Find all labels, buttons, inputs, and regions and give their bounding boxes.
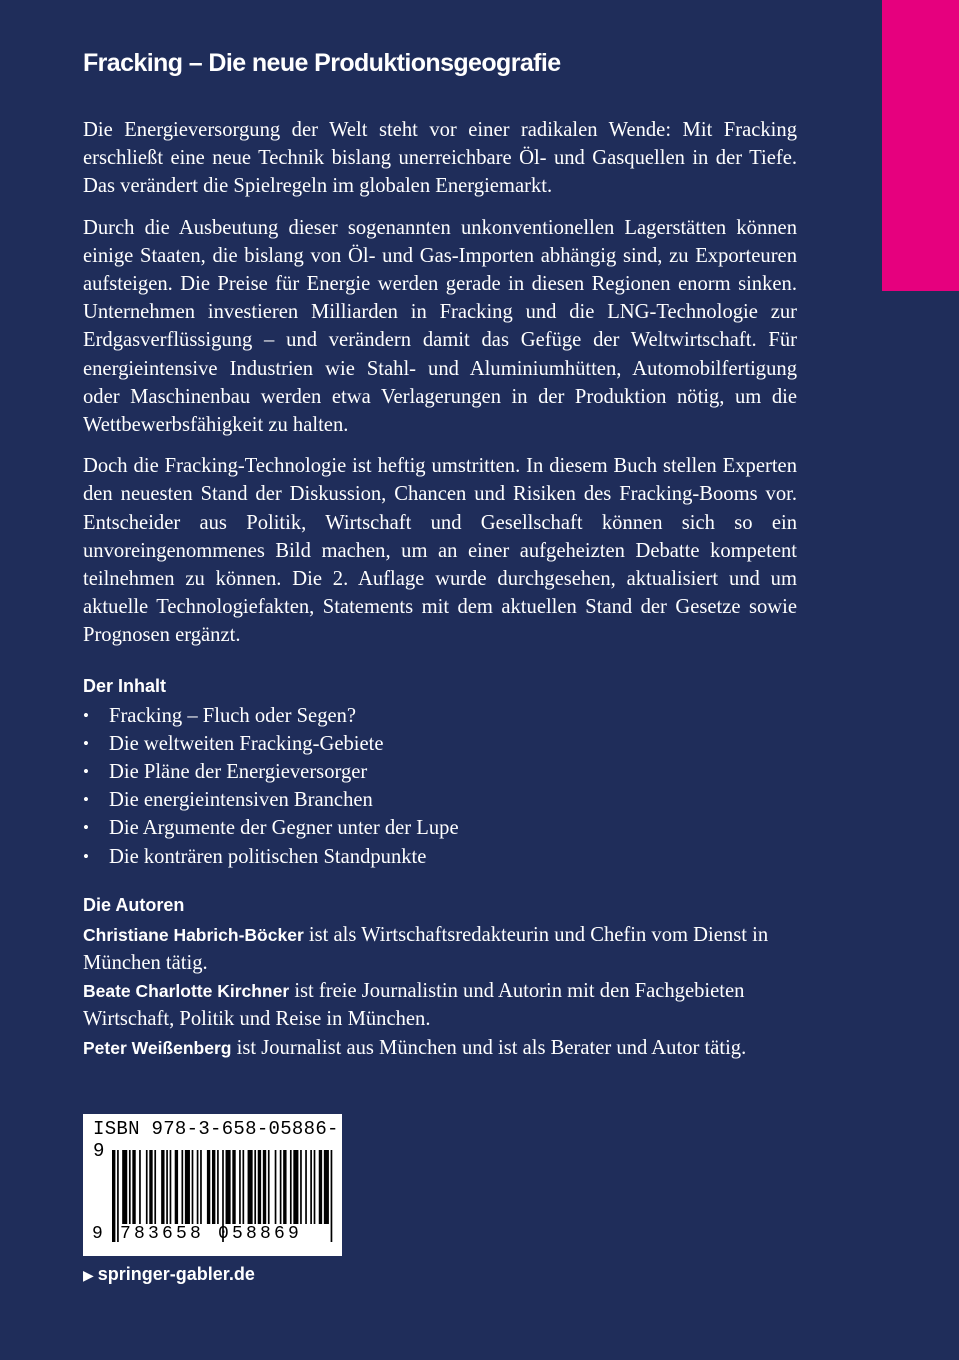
barcode-bar: [226, 1150, 231, 1224]
barcode-bar: [319, 1150, 322, 1224]
author-entry: [83, 921, 797, 977]
isbn-label: ISBN 978-3-658-05886-9: [93, 1118, 339, 1162]
barcode-bar: [207, 1150, 210, 1224]
authors-heading: Die Autoren: [83, 894, 185, 915]
barcode-bar: [154, 1150, 156, 1224]
barcode-bar: [212, 1150, 215, 1224]
accent-tab: [882, 0, 959, 291]
list-item: • Die energieintensiven Branchen: [83, 786, 797, 814]
barcode-bar: [132, 1150, 135, 1224]
barcode-bar: [300, 1150, 302, 1224]
page-title: Fracking – Die neue Produktionsgeografie: [83, 49, 561, 77]
barcode-bar: [146, 1150, 148, 1224]
list-item: • Die konträren politischen Standpunkte: [83, 843, 797, 871]
barcode-bar: [122, 1150, 127, 1224]
intro-paragraph: Die Energieversorgung der Welt steht vor einer radikalen Wende: Mit Fracking erschließt eine neue Technik bislang unerreichbare Öl- und Gasquellen in der Tiefe. Das verändert die Spielregeln im globalen Energiemarkt.: [83, 119, 797, 198]
barcode-bar: [242, 1150, 244, 1224]
barcode-bar: [290, 1150, 292, 1224]
barcode-bar: [139, 1150, 141, 1224]
barcode-bar: [310, 1150, 312, 1224]
barcode-bar: [239, 1150, 241, 1224]
barcode-bar: [254, 1150, 256, 1224]
arrow-right-icon: ▶: [83, 1267, 94, 1283]
barcode-bar: [275, 1150, 277, 1224]
barcode-bar: [232, 1150, 235, 1224]
barcode-bar: [181, 1150, 183, 1224]
barcode-bar: [185, 1150, 190, 1224]
author-name: Christiane Habrich-Böcker: [83, 924, 304, 945]
barcode-bar: [331, 1150, 333, 1242]
author-bio: ist freie Journalistin und Autorin mit den Fachgebieten Wirtschaft, Politik und Reise in München.: [83, 980, 745, 1031]
barcode-bar: [248, 1150, 253, 1224]
barcode-bar: [166, 1150, 168, 1224]
back-cover-text: [83, 44, 797, 1062]
author-bio: ist als Wirtschaftsredakteurin und Chefin vom Dienst in München tätig.: [83, 923, 769, 975]
author-name: Peter Weißenberg: [83, 1037, 232, 1058]
barcode-bar: [280, 1150, 282, 1224]
barcode-bar: [217, 1150, 219, 1224]
publisher-link[interactable]: [83, 1261, 255, 1288]
ean-number: 9 783658 058869: [92, 1224, 303, 1244]
list-item: • Fracking – Fluch oder Segen?: [83, 702, 797, 730]
list-item: • Die Argumente der Gegner unter der Lupe: [83, 814, 797, 842]
barcode-bar: [305, 1150, 307, 1224]
list-item: • Die weltweiten Fracking-Gebiete: [83, 730, 797, 758]
barcode-bar: [192, 1150, 194, 1224]
author-bio: ist Journalist aus München und ist als Berater und Autor tätig.: [231, 1036, 747, 1059]
barcode-bar: [314, 1150, 316, 1224]
contents-list: [83, 702, 797, 871]
author-name: Beate Charlotte Kirchner: [83, 981, 290, 1002]
barcode-bar: [293, 1150, 298, 1224]
publisher-url: springer-gabler.de: [97, 1264, 255, 1284]
list-item: • Die Pläne der Energieversorger: [83, 758, 797, 786]
author-entry: [83, 977, 797, 1033]
barcode-bar: [129, 1150, 131, 1224]
body-paragraph: Doch die Fracking-Technologie ist heftig umstritten. In diesem Buch stellen Experten den neuesten Stand der Diskussion, Chancen und Risiken des Fracking-Booms vor. Entscheider aus Politik, Wirtschaft und Gesellschaft können sich so ein unvoreingenommenes Bild machen, um an einer aufgeheizten Debatte kompetent teilnehmen zu können. Die 2. Auflage wurde durchgesehen, aktualisiert und um aktuelle Technologiefakten, Statements mit dem aktuellen Stand der Gesetze sowie Prognosen ergänzt.: [83, 455, 797, 647]
barcode-bar: [161, 1150, 164, 1224]
barcode-bar: [283, 1150, 286, 1224]
contents-heading: Der Inhalt: [83, 675, 167, 696]
barcode-bar: [197, 1150, 199, 1224]
author-entry: [83, 1034, 797, 1062]
barcode-bar: [268, 1150, 270, 1224]
barcode-bar: [258, 1150, 261, 1224]
barcode-bar: [175, 1150, 178, 1224]
barcode-bar: [263, 1150, 266, 1224]
barcode-bar: [324, 1150, 329, 1224]
body-paragraph: Durch die Ausbeutung dieser sogenannten unkonventionellen Lagerstätten können einige Staaten, die bislang von Öl- und Gas-Importen abhängig sind, zu Exporteuren aufsteigen. Die Preise für Energie werden gerade in diesen Regionen enorm sinken. Unternehmen investieren Milliarden in Fracking und die LNG-Technologie zur Erdgasverflüssigung – und verändern damit das Gefüge der Weltwirtschaft. Für energieintensive Industrien wie Stahl- und Aluminiumhütten, Automobilfertigung oder Maschinenbau werden etwa Verlagerungen in der Produktion nötig, um die Wettbewerbsfähigkeit zu halten.: [83, 216, 797, 437]
isbn-barcode: [83, 1114, 342, 1256]
barcode-bar: [200, 1150, 202, 1224]
barcode-bar: [170, 1150, 172, 1224]
barcode-bar: [149, 1150, 152, 1224]
